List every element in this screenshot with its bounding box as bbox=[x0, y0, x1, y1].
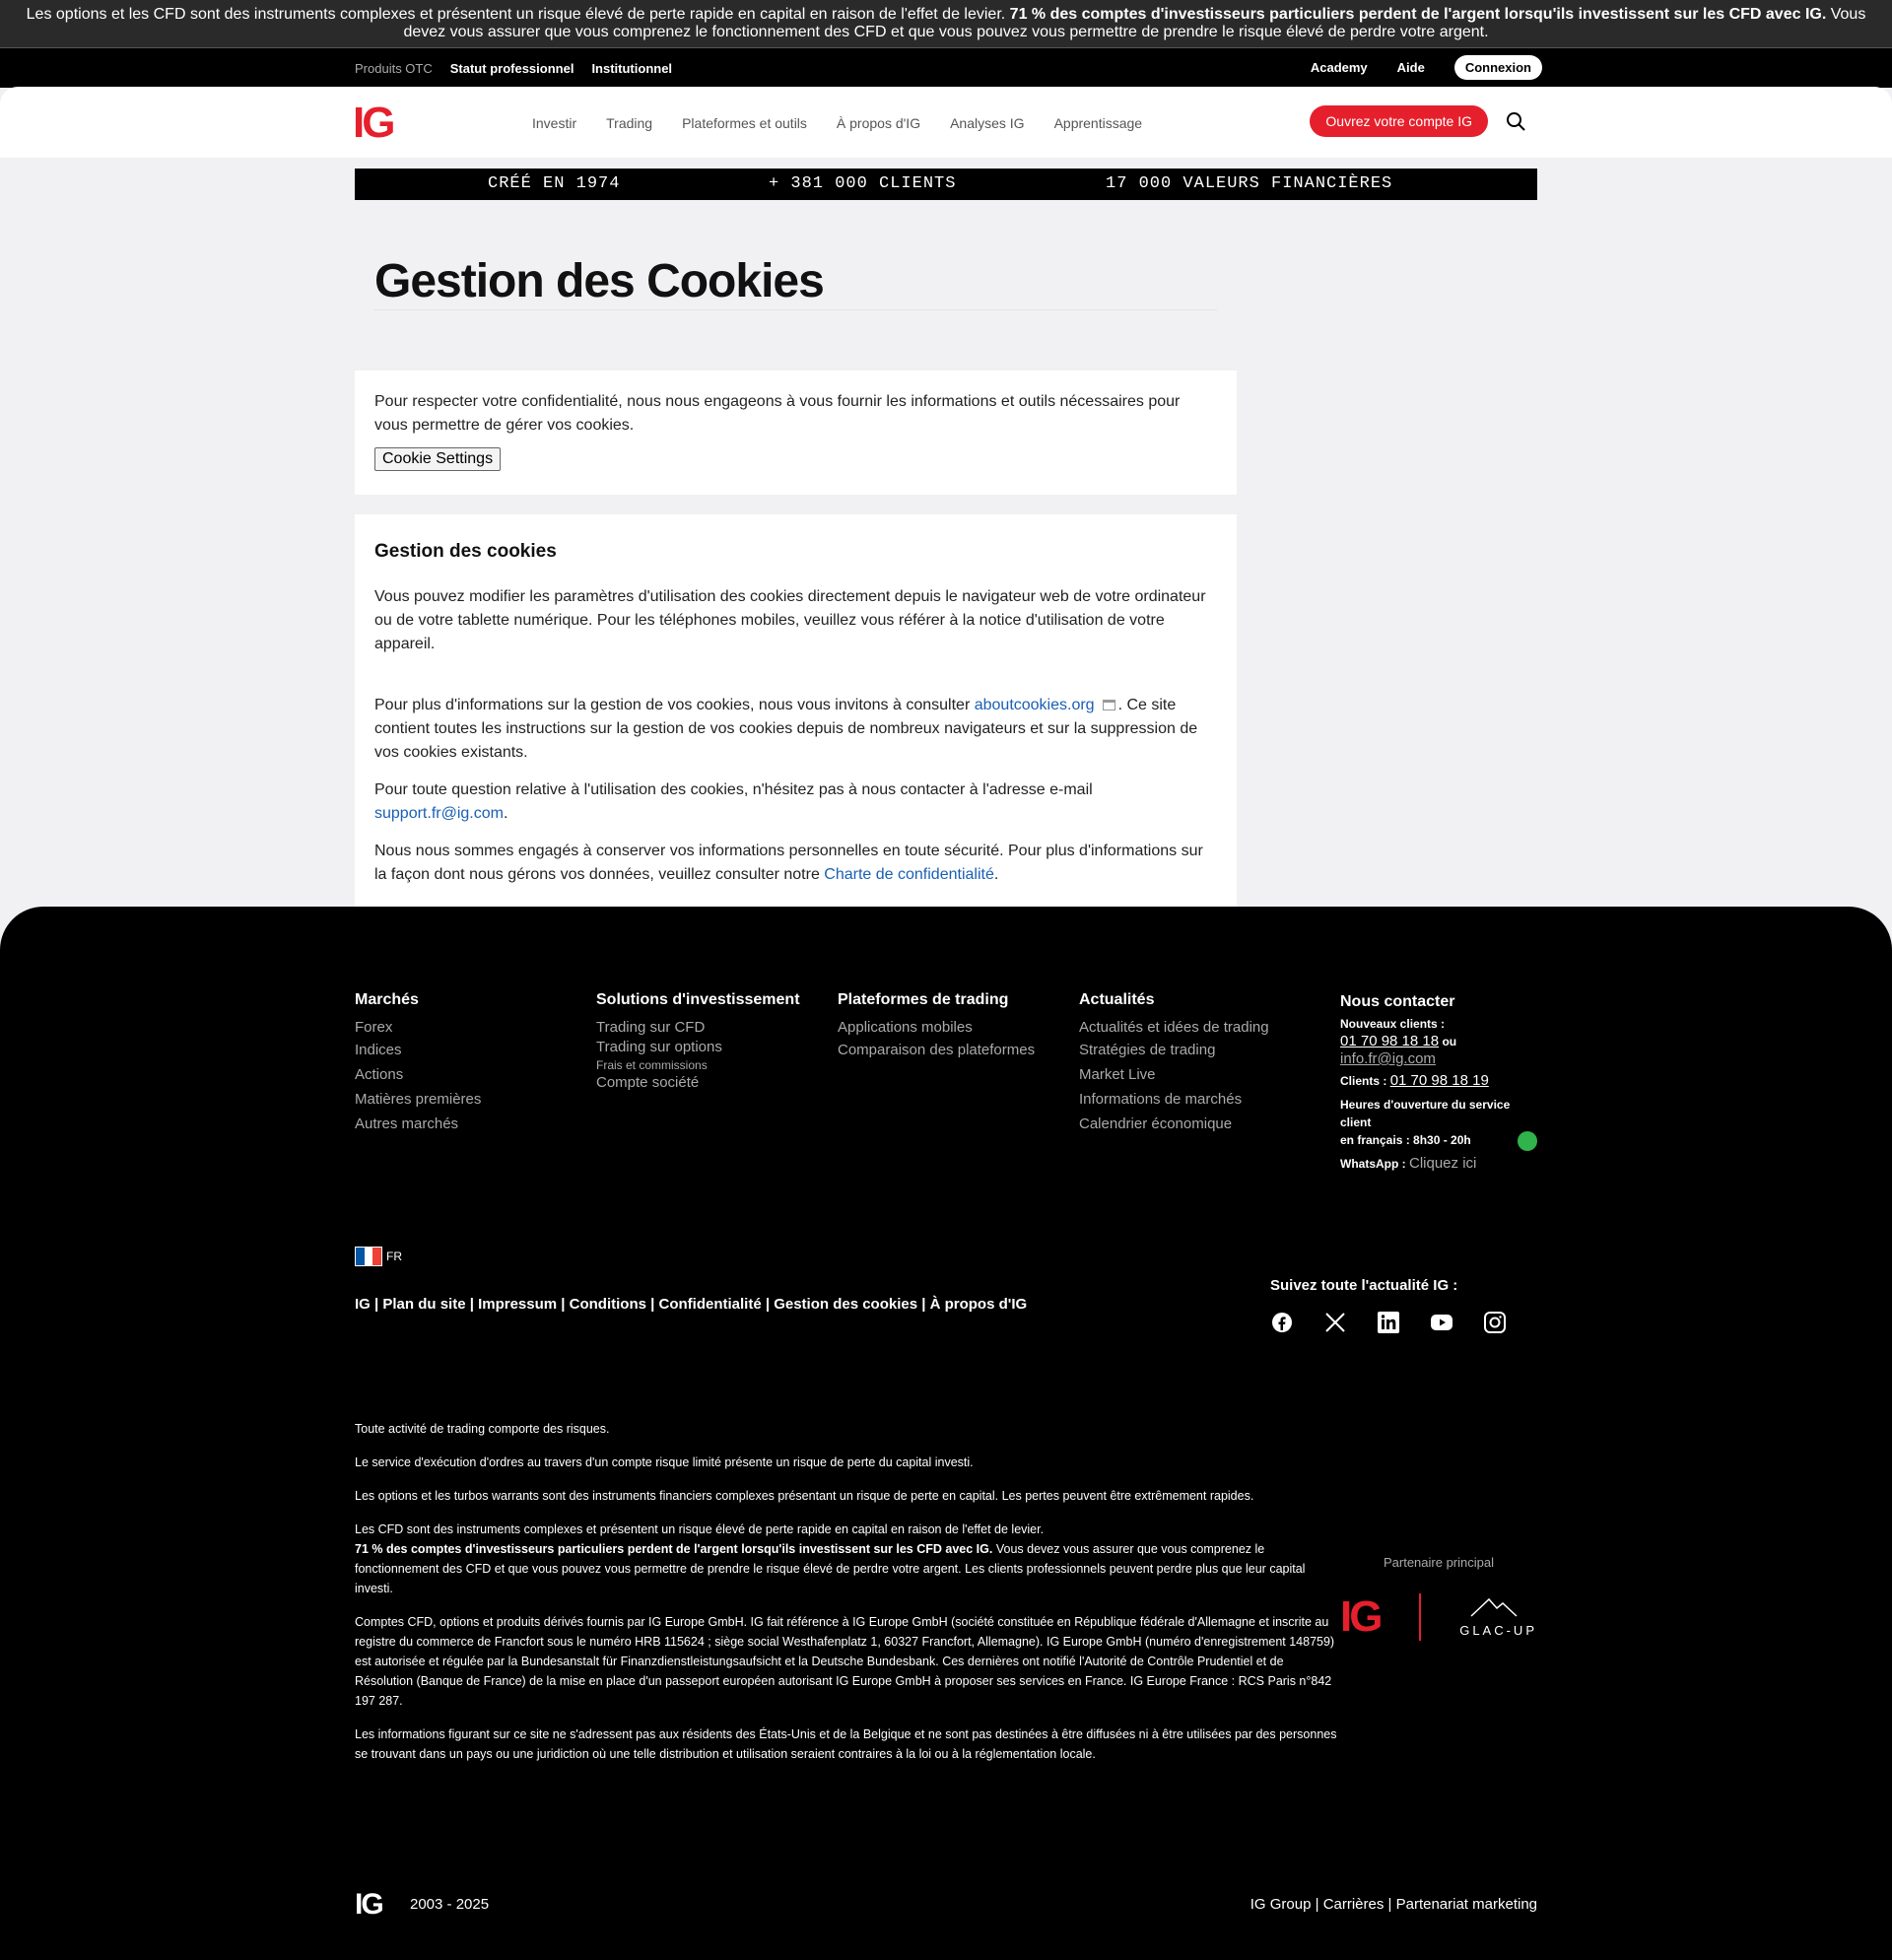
nav-analysis[interactable]: Analyses IG bbox=[950, 115, 1025, 131]
stat-securities: 17 000 VALEURS FINANCIÈRES bbox=[1106, 174, 1393, 193]
footer bbox=[0, 907, 1892, 1960]
ig-logo[interactable]: IG bbox=[353, 99, 393, 147]
intro-text: Pour respecter votre confidentialité, nous nous engageons à vous fournir les informations et outils nécessaires pour vous permettre de gérer vos cookies. bbox=[374, 393, 1181, 434]
disclaimer-3: Les options et les turbos warrants sont des instruments financiers complexes présentant un risque de perte en capital. Les pertes peuvent être extrêmement rapides. bbox=[355, 1489, 1254, 1503]
legal-links[interactable]: IG | Plan du site | Impressum | Conditions | Confidentialité | Gestion des cookies | À propos d'IG bbox=[355, 1296, 1028, 1313]
topbar-academy[interactable]: Academy bbox=[1310, 60, 1368, 75]
disclaimer bbox=[355, 1419, 1340, 1778]
cookie-intro-card bbox=[355, 371, 1237, 495]
footer-platforms bbox=[838, 987, 1035, 1062]
instagram-icon[interactable] bbox=[1483, 1311, 1507, 1334]
email-info-link[interactable]: info.fr@ig.com bbox=[1340, 1050, 1436, 1067]
risk-text: Les options et les CFD sont des instruments complexes et présentent un risque élevé de perte rapide en capital en raison de l'effet de levier. bbox=[26, 6, 1006, 23]
p2-text: Pour plus d'informations sur la gestion de vos cookies, nous vous invitons à consulter bbox=[374, 697, 971, 713]
nav-learning[interactable]: Apprentissage bbox=[1053, 115, 1143, 131]
hours-label: Heures d'ouverture du service client bbox=[1340, 1098, 1511, 1129]
whatsapp-label: WhatsApp : bbox=[1340, 1157, 1406, 1171]
or-label: ou bbox=[1442, 1035, 1457, 1048]
p2-text-2: . Ce site contient toutes les instructions sur la gestion de vos cookies depuis de nombreux navigateurs et sur la suppression de vos cookies existants. bbox=[374, 697, 1198, 761]
footer-ig-logo[interactable]: IG bbox=[355, 1888, 382, 1921]
open-account-button[interactable]: Ouvrez votre compte IG bbox=[1310, 105, 1488, 137]
footer-link-market-live[interactable]: Market Live bbox=[1079, 1066, 1156, 1083]
new-clients-label: Nouveaux clients : bbox=[1340, 1017, 1446, 1031]
footer-news bbox=[1079, 987, 1269, 1136]
footer-link-commodities[interactable]: Matières premières bbox=[355, 1091, 482, 1108]
footer-link-mobile[interactable]: Applications mobiles bbox=[838, 1019, 973, 1036]
linkedin-icon[interactable] bbox=[1377, 1311, 1400, 1334]
section-heading: Gestion des cookies bbox=[374, 541, 557, 562]
disclaimer-1: Toute activité de trading comporte des risques. bbox=[355, 1422, 610, 1436]
cookie-management-card bbox=[355, 514, 1237, 907]
footer-bottom bbox=[355, 1888, 1537, 1922]
p4-end: . bbox=[993, 866, 999, 883]
footer-solutions bbox=[596, 987, 800, 1093]
partner-ig-logo: IG bbox=[1340, 1592, 1381, 1641]
p3-end: . bbox=[503, 805, 508, 822]
footer-bottom-links[interactable]: IG Group | Carrières | Partenariat marketing bbox=[1250, 1896, 1537, 1913]
paragraph-3 bbox=[374, 778, 1217, 826]
france-flag-icon bbox=[355, 1247, 382, 1266]
nav-platforms[interactable]: Plateformes et outils bbox=[682, 115, 807, 131]
solutions-title: Solutions d'investissement bbox=[596, 991, 800, 1008]
partner-label: Partenaire principal bbox=[1383, 1555, 1494, 1570]
language-selector[interactable] bbox=[355, 1247, 402, 1266]
footer-link-ideas[interactable]: Actualités et idées de trading bbox=[1079, 1019, 1269, 1036]
stat-clients: + 381 000 CLIENTS bbox=[769, 174, 957, 193]
risk-text-2: Vous devez vous assurer que vous comprenez le fonctionnement des CFD et que vous pouvez vous permettre de prendre le risque élevé de perdre votre argent. bbox=[403, 6, 1866, 40]
topbar-institutional[interactable]: Institutionnel bbox=[591, 61, 673, 76]
phone-new-clients[interactable]: 01 70 98 18 18 bbox=[1340, 1033, 1440, 1049]
paragraph-2 bbox=[374, 694, 1217, 765]
external-link-icon bbox=[1103, 700, 1115, 710]
footer-link-indices[interactable]: Indices bbox=[355, 1042, 402, 1058]
title-divider bbox=[374, 309, 1217, 310]
mountain-icon bbox=[1469, 1595, 1528, 1617]
footer-link-strategies[interactable]: Stratégies de trading bbox=[1079, 1042, 1216, 1058]
risk-banner bbox=[0, 0, 1892, 48]
support-email-link[interactable]: support.fr@ig.com bbox=[374, 805, 504, 822]
glacup-logo bbox=[1459, 1595, 1537, 1640]
main-header bbox=[0, 87, 1892, 158]
footer-link-stocks[interactable]: Actions bbox=[355, 1066, 404, 1083]
copyright-years: 2003 - 2025 bbox=[410, 1896, 490, 1913]
nav-about[interactable]: À propos d'IG bbox=[836, 115, 921, 131]
x-icon[interactable] bbox=[1323, 1311, 1347, 1334]
social-links bbox=[1270, 1311, 1507, 1334]
privacy-charter-link[interactable]: Charte de confidentialité bbox=[824, 866, 994, 883]
language-label: FR bbox=[386, 1250, 402, 1263]
disclaimer-2: Le service d'exécution d'ordres au travers d'un compte risque limité présente un risque de perte du capital investi. bbox=[355, 1455, 974, 1469]
whatsapp-link[interactable]: Cliquez ici bbox=[1409, 1155, 1477, 1172]
paragraph-1: Vous pouvez modifier les paramètres d'utilisation des cookies directement depuis le navigateur web de votre ordinateur ou de votre tablette numérique. Pour les téléphones mobiles, veuillez vous référer à la notice d'utilisation de votre appareil. bbox=[374, 588, 1206, 652]
topbar-otc[interactable]: Produits OTC bbox=[355, 61, 433, 76]
news-title: Actualités bbox=[1079, 991, 1155, 1008]
phone-clients[interactable]: 01 70 98 18 19 bbox=[1389, 1072, 1489, 1089]
nav-invest[interactable]: Investir bbox=[532, 115, 577, 131]
footer-link-other[interactable]: Autres marchés bbox=[355, 1115, 459, 1132]
search-icon[interactable] bbox=[1506, 111, 1525, 131]
facebook-icon[interactable] bbox=[1270, 1311, 1294, 1334]
nav-trading[interactable]: Trading bbox=[606, 115, 653, 131]
stats-band bbox=[355, 169, 1537, 200]
footer-link-calendar[interactable]: Calendrier économique bbox=[1079, 1115, 1233, 1132]
footer-link-options[interactable]: Trading sur options bbox=[596, 1039, 722, 1055]
footer-link-compare[interactable]: Comparaison des plateformes bbox=[838, 1042, 1036, 1058]
glacup-text: GLAC-UP bbox=[1459, 1622, 1537, 1638]
main-nav bbox=[532, 115, 1142, 131]
page-title: Gestion des Cookies bbox=[374, 255, 824, 307]
cfd-text-2: Vous devez vous assurer que vous comprenez le fonctionnement des CFD et que vous pouvez vous permettre de prendre le risque élevé de perdre votre argent. Les clients professionnels peuvent perdre plus que leur capital investi. bbox=[355, 1542, 1306, 1595]
contact-title: Nous contacter bbox=[1340, 993, 1455, 1010]
topbar-pro[interactable]: Statut professionnel bbox=[449, 61, 574, 76]
topbar-help[interactable]: Aide bbox=[1396, 60, 1425, 75]
cfd-bold: 71 % des comptes d'investisseurs particuliers perdent de l'argent lorsqu'ils investissent sur les CFD avec IG. bbox=[355, 1542, 993, 1556]
aboutcookies-link[interactable]: aboutcookies.org bbox=[974, 697, 1095, 713]
clients-label: Clients : bbox=[1340, 1074, 1387, 1088]
footer-markets bbox=[355, 987, 481, 1136]
youtube-icon[interactable] bbox=[1430, 1311, 1453, 1334]
partner-block bbox=[1340, 1555, 1537, 1641]
risk-bold: 71 % des comptes d'investisseurs particuliers perdent de l'argent lorsqu'ils investissent sur les CFD avec IG. bbox=[1009, 6, 1827, 23]
login-button[interactable]: Connexion bbox=[1454, 55, 1542, 80]
whatsapp-icon[interactable] bbox=[1518, 1131, 1537, 1151]
markets-title: Marchés bbox=[355, 991, 419, 1008]
footer-contact bbox=[1340, 993, 1537, 1173]
hours-value: en français : 8h30 - 20h bbox=[1340, 1133, 1471, 1147]
p3-text: Pour toute question relative à l'utilisation des cookies, n'hésitez pas à nous contacter à l'adresse e-mail bbox=[374, 781, 1093, 798]
footer-link-forex[interactable]: Forex bbox=[355, 1019, 393, 1036]
top-bar bbox=[0, 48, 1892, 88]
disclaimer-residents: Les informations figurant sur ce site ne s'adressent pas aux résidents des États-Unis et de la Belgique et ne sont pas destinées à être diffusées ni à être utilisées par des personnes se trouvant dans un pays ou une juridiction où une telle distribution et utilisation seraient contraires à la loi ou à la réglementation locale. bbox=[355, 1727, 1337, 1761]
disclaimer-cfd bbox=[355, 1520, 1340, 1598]
platforms-title: Plateformes de trading bbox=[838, 991, 1009, 1008]
footer-link-market-info[interactable]: Informations de marchés bbox=[1079, 1091, 1243, 1108]
follow-label: Suivez toute l'actualité IG : bbox=[1270, 1277, 1458, 1294]
paragraph-4 bbox=[374, 840, 1217, 887]
cookie-settings-button[interactable]: Cookie Settings bbox=[374, 447, 501, 471]
cfd-text: Les CFD sont des instruments complexes et présentent un risque élevé de perte rapide en capital en raison de l'effet de levier. bbox=[355, 1522, 1045, 1536]
footer-link-cfd[interactable]: Trading sur CFD bbox=[596, 1019, 706, 1036]
stat-founded: CRÉÉ EN 1974 bbox=[488, 174, 621, 193]
disclaimer-ig-europe: Comptes CFD, options et produits dérivés fournis par IG Europe GmbH. IG fait référence à IG Europe GmbH (société constituée en République fédérale d'Allemagne et inscrite au registre du commerce de Francfort sous le numéro HRB 115624 ; siège social Westhafenplatz 1, 60327 Francfort, Allemagne). IG Europe GmbH (numéro d'enregistrement 148759) est autorisée et régulée par la Bundesanstalt für Finanzdienstleistungsaufsicht et la Deutsche Bundesbank. Ces dernières ont notifié l'Autorité de Contrôle Prudentiel et de Résolution (Banque de France) de la mise en place d'un passeport européen autorisant IG Europe GmbH à proposer ses services en France. IG Europe France : RCS Paris n°842 197 287. bbox=[355, 1615, 1335, 1708]
p4-text: Nous nous sommes engagés à conserver vos informations personnelles en toute sécurité. Pour plus d'informations sur la façon dont nous gérons vos données, veuillez consulter notre bbox=[374, 843, 1203, 883]
footer-link-fees[interactable]: Frais et commissions bbox=[596, 1058, 708, 1072]
footer-link-company[interactable]: Compte société bbox=[596, 1074, 700, 1091]
partner-divider bbox=[1419, 1593, 1421, 1641]
